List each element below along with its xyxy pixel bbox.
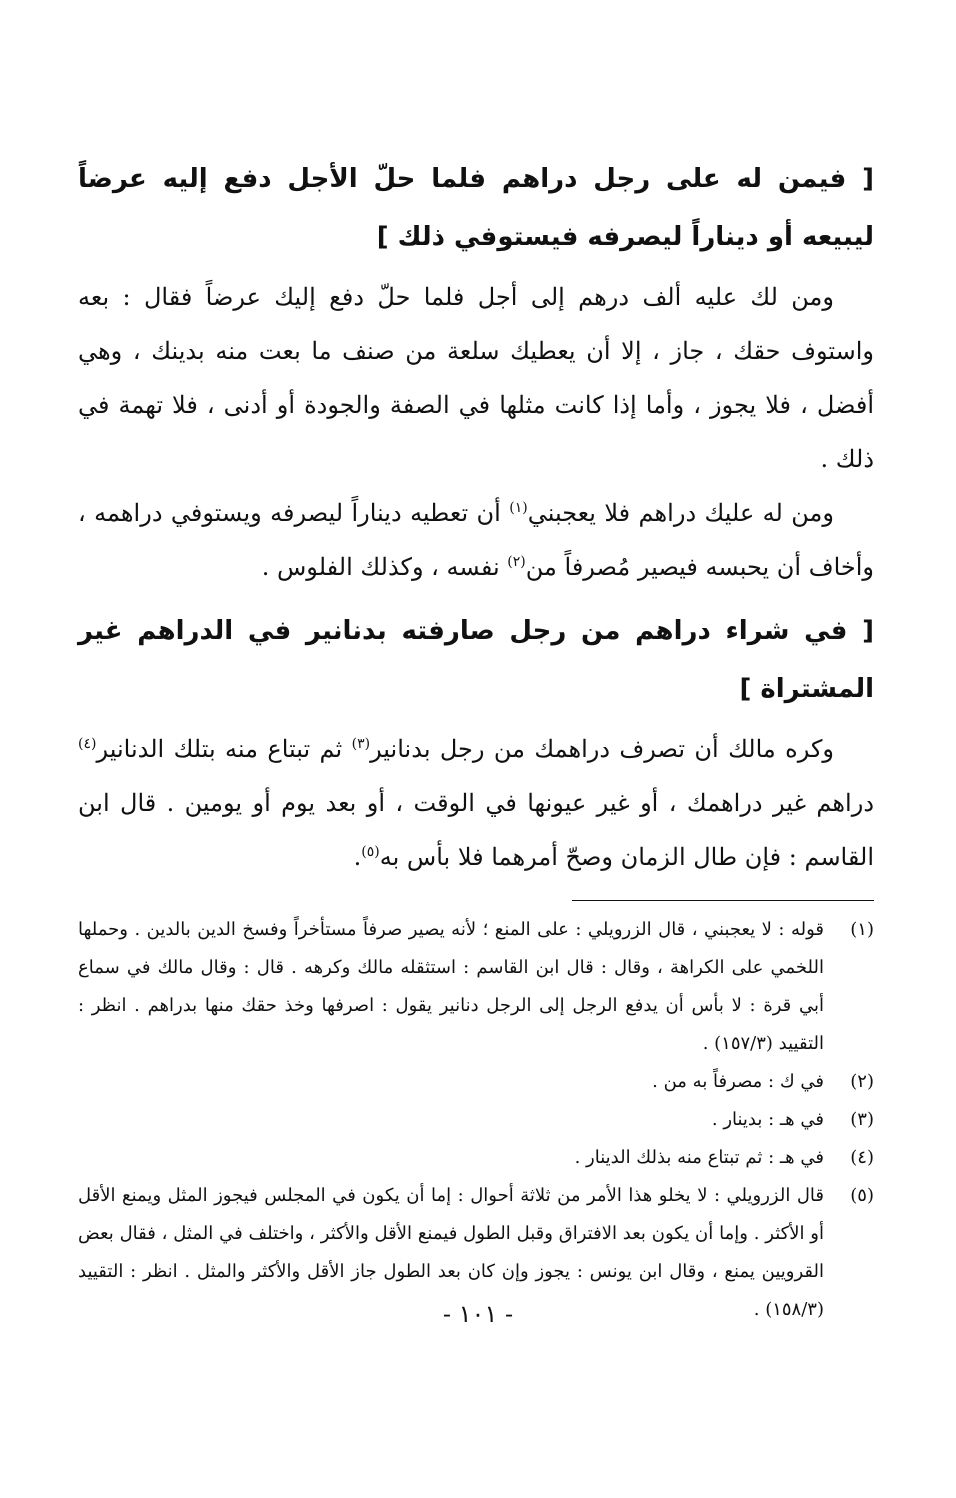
- footnote-number: (٣): [850, 1109, 874, 1130]
- footnote-text: قوله : لا يعجبني ، قال الزرويلي : على المنع ؛ لأنه يصير صرفاً مستأخراً وفسخ الدين بالدين . وحملها اللخمي على الكراهة ، وقال : قال ابن القاسم : استثقله مالك وكرهه . قال : وقال مالك في سماع أبي قرة : لا بأس أن يدفع الرجل إلى الرجل دنانير يقول : اصرفها وخذ حقك منها بدراهم . انظر : التقييد (١٥٧/٣) .: [78, 919, 824, 1054]
- page-number: - ١٠١ -: [442, 1300, 514, 1328]
- paragraph-3-part-d: .: [353, 843, 362, 871]
- footnote-text: في ك : مصرفاً به من .: [652, 1071, 824, 1092]
- paragraph-3-part-c: دراهم غير دراهمك ، أو غير عيونها في الوقت ، أو بعد يوم أو يومين . قال ابن القاسم : فإن طال الزمان وصحّ أمرهما فلا بأس به: [78, 789, 874, 871]
- paragraph-2-part-a: ومن له عليك دراهم فلا يعجبني: [527, 499, 834, 527]
- paragraph-3-part-b: ثم تبتاع منه بتلك الدنانير: [96, 735, 352, 763]
- footnote-number: (٢): [850, 1071, 874, 1092]
- footnote-separator: [572, 900, 874, 901]
- section-heading-1: [ فيمن له على رجل دراهم فلما حلّ الأجل دفع إليه عرضاً ليبيعه أو ديناراً ليصرفه فيستوفي ذلك ]: [78, 164, 874, 252]
- footnote-number: (١): [850, 919, 874, 940]
- paragraph-2: [78, 486, 874, 594]
- footnote-number: (٤): [850, 1147, 874, 1168]
- footnote-3: [78, 1101, 874, 1139]
- paragraph-3: [78, 722, 874, 884]
- section-heading-2: [ في شراء دراهم من رجل صارفته بدنانير في الدراهم غير المشتراة ]: [78, 616, 874, 704]
- footnote-text: قال الزرويلي : لا يخلو هذا الأمر من ثلاثة أحوال : إما أن يكون في المجلس فيجوز المثل ويمنع الأقل أو الأكثر . وإما أن يكون بعد الافتراق وقبل الطول فيمنع الأقل والأكثر ، واختلف في المثل ، فقال بعض القرويين يمنع ، وقال ابن يونس : يجوز وإن كان بعد الطول جاز الأقل والأكثر والمثل . انظر : التقييد (١٥٨/٣) .: [78, 1185, 824, 1320]
- footnote-ref-1[interactable]: (١): [509, 500, 528, 516]
- footnote-ref-4[interactable]: (٤): [78, 736, 97, 752]
- paragraph-2-part-b: أن تعطيه ديناراً ليصرفه ويستوفي دراهمه ، وأخاف أن يحبسه فيصير مُصرفاً من: [78, 499, 874, 581]
- footnote-number: (٥): [850, 1185, 874, 1206]
- footnote-2: [78, 1063, 874, 1101]
- footnote-4: [78, 1139, 874, 1177]
- paragraph-1: ومن لك عليه ألف درهم إلى أجل فلما حلّ دفع إليك عرضاً فقال : بعه واستوف حقك ، جاز ، إلا أن يعطيك سلعة من صنف ما بعت منه بدينك ، وهي أفضل ، فلا يجوز ، وأما إذا كانت مثلها في الصفة والجودة أو أدنى ، فلا تهمة في ذلك .: [78, 283, 874, 473]
- footnotes: [78, 911, 874, 1329]
- footnote-1: [78, 911, 874, 1063]
- paragraph-2-part-c: نفسه ، وكذلك الفلوس .: [261, 553, 508, 581]
- footnote-text: في هـ : ثم تبتاع منه بذلك الدينار .: [574, 1147, 824, 1168]
- footnote-ref-5[interactable]: (٥): [361, 844, 380, 860]
- footnote-ref-2[interactable]: (٢): [507, 554, 526, 570]
- paragraph-3-part-a: وكره مالك أن تصرف دراهمك من رجل بدنانير: [370, 735, 834, 763]
- footnote-text: في هـ : بدينار .: [711, 1109, 824, 1130]
- page-content: [78, 150, 874, 1329]
- footnote-ref-3[interactable]: (٣): [351, 736, 371, 752]
